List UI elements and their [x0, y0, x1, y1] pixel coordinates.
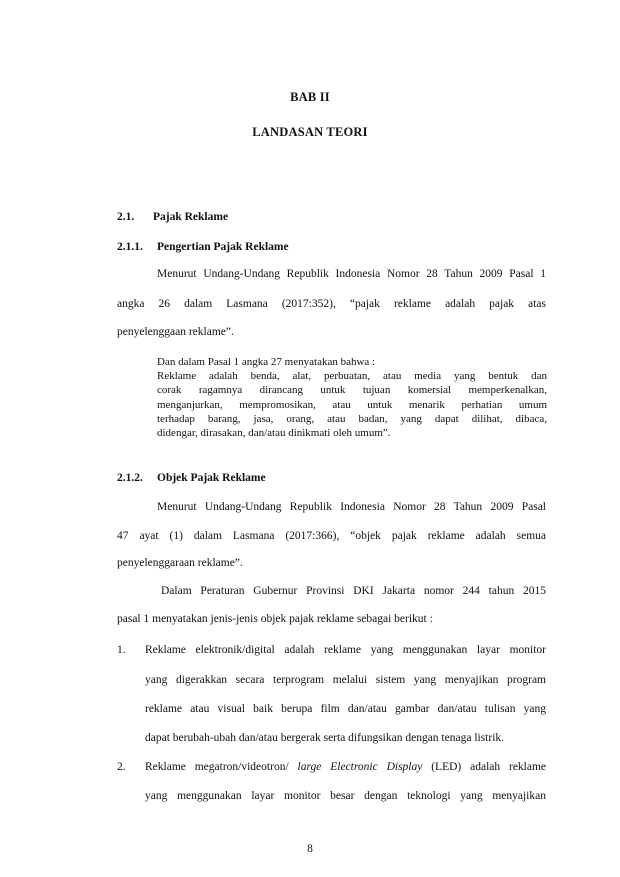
list-item-line: dapat berubah-ubah dan/atau bergerak serta difungsikan dengan tenaga listrik.	[145, 732, 505, 744]
section-heading-2-1-2	[117, 472, 266, 484]
section-number: 2.1.1.	[117, 241, 143, 253]
paragraph-line: 47 ayat (1) dalam Lasmana (2017:366), “objek pajak reklame adalah semua	[117, 530, 546, 542]
quote-line: Dan dalam Pasal 1 angka 27 menyatakan bahwa :	[157, 356, 376, 368]
quote-line: menganjurkan, mempromosikan, atau untuk menarik perhatian umum	[157, 398, 547, 411]
quote-line: didengar, dirasakan, dan/atau dinikmati oleh umum”.	[157, 427, 391, 440]
section-title: Pajak Reklame	[153, 211, 229, 223]
list-marker: 2.	[117, 761, 126, 773]
italic-text-run: large Electronic Display	[297, 761, 423, 773]
paragraph-line: pasal 1 menyatakan jenis-jenis objek pajak reklame sebagai berikut :	[117, 613, 433, 625]
section-title: Objek Pajak Reklame	[157, 472, 266, 484]
paragraph-line: Dalam Peraturan Gubernur Provinsi DKI Jakarta nomor 244 tahun 2015	[161, 585, 546, 597]
list-marker: 1.	[117, 644, 126, 656]
paragraph-line: penyelenggaan reklame”.	[117, 326, 234, 338]
list-item-line: yang menggunakan layar monitor besar dengan teknologi yang menyajikan	[145, 790, 546, 802]
list-item-line	[145, 761, 546, 773]
page-number: 8	[307, 843, 313, 855]
section-heading-2-1-1	[117, 241, 289, 253]
quote-line: Reklame adalah benda, alat, perbuatan, atau media yang bentuk dan	[157, 370, 547, 383]
chapter-title: LANDASAN TEORI	[252, 125, 368, 139]
paragraph-line: penyelenggaraan reklame”.	[117, 557, 243, 569]
list-item-line: yang digerakkan secara terprogram melalui sistem yang menyajikan program	[145, 674, 546, 686]
quote-line: corak ragamnya dirancang untuk tujuan komersial memperkenalkan,	[157, 384, 547, 397]
block-quote	[157, 355, 547, 440]
paragraph-line: Menurut Undang-Undang Republik Indonesia Nomor 28 Tahun 2009 Pasal	[157, 501, 546, 513]
section-title: Pengertian Pajak Reklame	[157, 241, 289, 253]
section-number: 2.1.2.	[117, 472, 143, 484]
paragraph-line: Menurut Undang-Undang Republik Indonesia Nomor 28 Tahun 2009 Pasal 1	[157, 268, 546, 280]
paragraph-line: angka 26 dalam Lasmana (2017:352), “pajak reklame adalah pajak atas	[117, 298, 546, 310]
text-run: (LED) adalah reklame	[422, 761, 547, 773]
text-run: Reklame megatron/videotron/	[145, 761, 289, 773]
section-heading-2-1	[117, 211, 228, 223]
list-item-line: reklame atau visual baik berupa film dan/atau gambar dan/atau tulisan yang	[145, 703, 546, 715]
chapter-number: BAB II	[290, 90, 330, 104]
list-item-line: Reklame elektronik/digital adalah reklame yang menggunakan layar monitor	[145, 644, 546, 656]
section-number: 2.1.	[117, 211, 135, 223]
quote-line: terhadap barang, jasa, orang, atau badan, yang dapat dilihat, dibaca,	[157, 412, 547, 425]
